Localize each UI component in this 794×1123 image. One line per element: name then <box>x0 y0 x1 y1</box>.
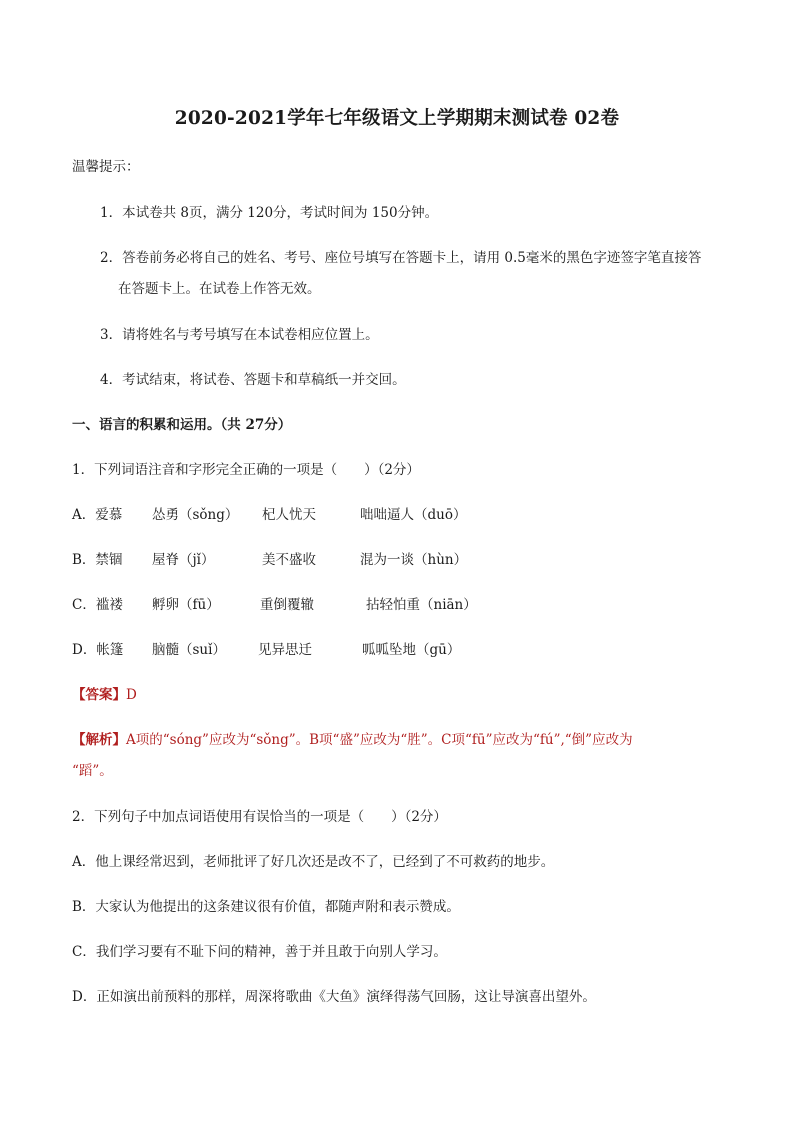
q2-option-c: C．我们学习要有不耻下问的精神，善于并且敢于向别人学习。 <box>72 944 447 960</box>
notice-item-3: 3．请将姓名与考号填写在本试卷相应位置上。 <box>100 327 379 343</box>
q2-option-d: D．正如演出前预料的那样，周深将歌曲《大鱼》演绎得荡气回肠，这让导演喜出望外。 <box>72 989 596 1005</box>
q1-answer <box>72 686 137 704</box>
q1-analysis <box>72 731 633 749</box>
analysis-tag: 【解析】 <box>72 732 126 748</box>
notice-heading: 温馨提示： <box>72 159 140 175</box>
q1-option-a-label: A．爱慕 <box>72 507 123 523</box>
q1-analysis-cont: “蹈”。 <box>72 763 113 779</box>
page-title: 2020-2021学年七年级语文上学期期末测试卷 02卷 <box>174 108 620 129</box>
section-1-heading: 一、语言的积累和运用。（共 27分） <box>72 417 292 433</box>
q1-option-c-label: C．褴褛 <box>72 597 123 613</box>
notice-item-4: 4．考试结束，将试卷、答题卡和草稿纸一并交回。 <box>100 372 406 388</box>
q1-option-c <box>72 596 732 614</box>
answer-tag: 【答案】 <box>72 687 126 703</box>
q2-stem: 2．下列句子中加点词语使用有误恰当的一项是（ ）（2分） <box>72 809 447 825</box>
answer-value: D <box>126 687 137 703</box>
q1-option-a-word2: 怂勇（sǒng） <box>152 507 239 523</box>
q1-option-b-word4: 混为一谈（hùn） <box>360 552 468 568</box>
q1-option-c-word4: 拈轻怕重（niān） <box>366 597 477 613</box>
notice-item-2-cont: 在答题卡上。在试卷上作答无效。 <box>118 281 321 297</box>
q1-option-b-label: B．禁锢 <box>72 552 123 568</box>
q2-option-b: B．大家认为他提出的这条建议很有价值，都随声附和表示赞成。 <box>72 899 460 915</box>
analysis-text: A项的“sóng”应改为“sǒng”。B项“盛”应改为“胜”。C项“fū”应改为“fú”,“倒”应改为 <box>126 732 633 748</box>
q1-stem: 1．下列词语注音和字形完全正确的一项是（ ）（2分） <box>72 462 420 478</box>
q1-option-a-word4: 咄咄逼人（duō） <box>360 507 467 523</box>
q1-option-d-word2: 脑髓（suǐ） <box>152 642 226 658</box>
q1-option-d-word4: 呱呱坠地（gū） <box>362 642 461 658</box>
q1-option-a-word3: 杞人忧天 <box>262 507 316 523</box>
q1-option-c-word2: 孵卵（fū） <box>152 597 220 613</box>
q1-option-d-label: D．帐篷 <box>72 642 124 658</box>
q1-option-b-word3: 美不盛收 <box>262 552 316 568</box>
q1-option-c-word3: 重倒覆辙 <box>260 597 314 613</box>
notice-item-1: 1．本试卷共 8页，满分 120分，考试时间为 150分钟。 <box>100 205 439 221</box>
notice-item-2: 2．答卷前务必将自己的姓名、考号、座位号填写在答题卡上，请用 0.5毫米的黑色字迹签字笔直接答 <box>100 250 702 266</box>
q2-option-a: A．他上课经常迟到，老师批评了好几次还是改不了，已经到了不可救药的地步。 <box>72 854 555 870</box>
q1-option-d <box>72 641 732 659</box>
q1-option-b <box>72 551 732 569</box>
q1-option-a <box>72 506 732 524</box>
q1-option-b-word2: 屋脊（jǐ） <box>152 552 215 568</box>
q1-option-d-word3: 见异思迁 <box>258 642 312 658</box>
